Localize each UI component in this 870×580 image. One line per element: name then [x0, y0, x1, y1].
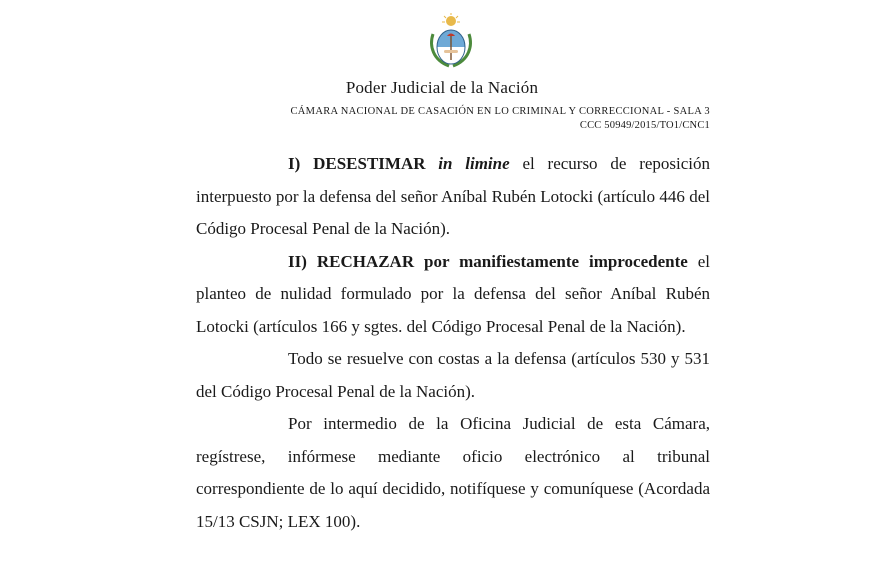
point-1-latin: in limine [438, 154, 510, 173]
chamber-name: CÁMARA NACIONAL DE CASACIÓN EN LO CRIMINAL Y CORRECCIONAL - SALA 3 [290, 106, 710, 117]
point-2-numeral: II) [288, 251, 307, 271]
point-1-numeral: I) [288, 154, 301, 173]
institution-title: Poder Judicial de la Nación [345, 78, 539, 97]
closing-paragraph: Por intermedio de la Oficina Judicial de esta Cámara, regístrese, infórmese mediante oficio electrónico al tribunal correspondiente de lo aquí decidido, notifíquese y comuníquese (Acordada 15/13 CSJN; LEX 100). [196, 414, 710, 531]
costs-paragraph: Todo se resuelve con costas a la defensa (artículos 530 y 531 del Código Procesal Penal de la Nación). [196, 349, 710, 401]
resolution-body [196, 148, 710, 538]
resolution-point-1 [196, 148, 710, 246]
resolution-point-2 [196, 246, 710, 344]
argentina-coat-of-arms-icon [425, 12, 477, 70]
point-2-verb: RECHAZAR por manifiestamente improcedente [316, 251, 688, 271]
case-number: CCC 50949/2015/TO1/CNC1 [579, 120, 710, 131]
point-1-verb: DESESTIMAR [313, 154, 426, 173]
point-2-text: el planteo de nulidad formulado por la defensa del señor Aníbal Rubén Lotocki (artículos 166 y sgtes. del Código Procesal Penal de la Nación). [196, 251, 710, 336]
point-1-text: el recurso de reposición interpuesto por la defensa del señor Aníbal Rubén Lotocki (artículo 446 del Código Procesal Penal de la Nación). [196, 154, 711, 238]
